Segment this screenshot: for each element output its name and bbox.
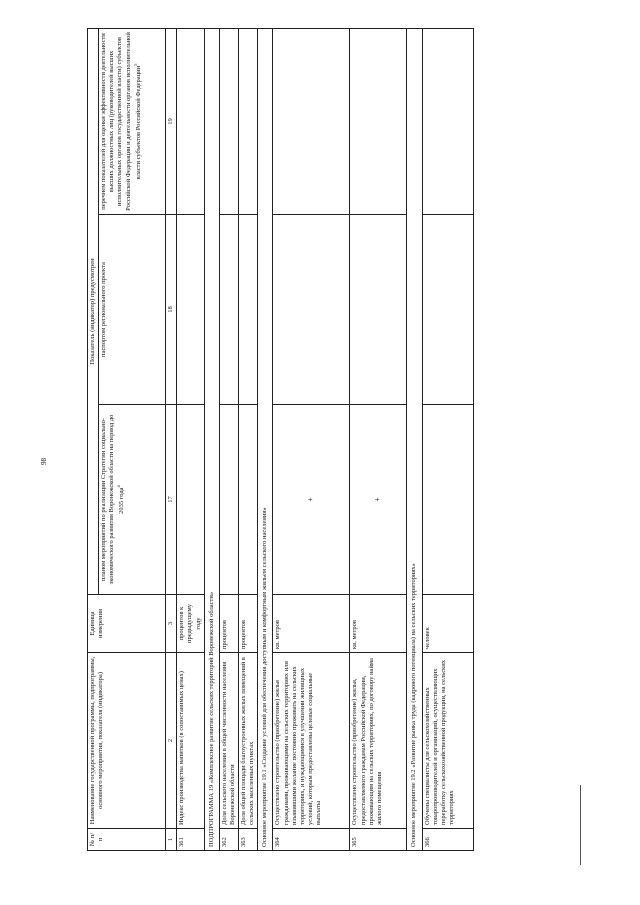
row-num: 365 [350,829,407,851]
table-row [239,29,258,851]
col-num-header: № п/п [88,829,166,851]
row-passport [177,215,204,405]
section-row [204,29,219,851]
row-plan [219,405,238,595]
col-plan-header: планом мероприятий по реализации Стратегии социально-экономического развития Воронежской области на период до 2035 года$^4$ [99,405,166,595]
row-list [422,29,473,215]
row-passport [239,215,258,405]
row-passport [273,215,350,405]
colnum: 19 [166,29,177,215]
row-list [350,29,407,215]
row-name: Индекс производства напитков (в сопоставимых ценах) [177,653,204,829]
row-plan [177,405,204,595]
section-row [258,29,273,851]
row-num: 362 [219,829,238,851]
row-num: 363 [239,829,258,851]
colnum: 2 [166,653,177,829]
row-unit: человек [422,595,473,653]
col-list-header: перечнем показателей для оценки эффективности деятельности высших должностных лиц (руководителей высших исполнительных органов государственной власти) субъектов Российской Федерации и деятельности органов исполнительной власти субъектов Российской Федерации$^5$ [99,29,166,215]
colnum: 1 [166,829,177,851]
row-passport [422,215,473,405]
col-unit-header: Единица измерения [88,595,166,653]
indicators-table [87,28,474,851]
row-list [239,29,258,215]
row-unit: процентов [219,595,238,653]
row-passport [219,215,238,405]
row-num: 366 [422,829,473,851]
table-row [219,29,238,851]
row-name: Доля сельского населения в общей численности населения Воронежской области [219,653,238,829]
colnum: 18 [166,215,177,405]
footnote-divider [580,785,581,865]
col-name-header: Наименование государственной программы, подпрограммы, основного мероприятия, показателя (индикатора) [88,653,166,829]
section-row [407,29,422,851]
main-activity-title: Основное мероприятие 19.1 «Создание условий для обеспечения доступным и комфортным жильем сельского населения» [258,29,273,851]
row-unit: кв. метров [273,595,350,653]
row-unit: кв. метров [350,595,407,653]
page-number: 98 [40,458,48,465]
colnum: 17 [166,405,177,595]
row-plan [422,405,473,595]
row-name: Обучены специалисты для сельскохозяйственных товаропроизводителей и организаций, осуществляющих переработку сельскохозяйственной продукции, на сельских территориях [422,653,473,829]
row-list [177,29,204,215]
row-name: Осуществлено строительство (приобретение) жилья гражданами, проживающими на сельских территориях или изъявившими желание постоянно проживать на сельских территориях, и нуждающимися в улучшении жилищных условий, которым предоставлены целевые социальные выплаты [273,653,350,829]
subprogram-title: ПОДПРОГРАММА 19 «Комплексное развитие сельских территорий Воронежской области» [204,29,219,851]
row-list [273,29,350,215]
table-row [350,29,407,851]
row-list [219,29,238,215]
row-unit: процентов [239,595,258,653]
row-name: Доля общей площади благоустроенных жилых помещений в сельских населенных пунктах [239,653,258,829]
row-num: 364 [273,829,350,851]
table-row [177,29,204,851]
header-row [88,29,99,851]
table-row [273,29,350,851]
col-passport-header: паспортом регионального проекта [99,215,166,405]
row-plan [239,405,258,595]
col-group-header: Показатель (индикатор) предусмотрен [88,29,99,595]
column-numbers-row [166,29,177,851]
row-plan: + [273,405,350,595]
row-unit: процентов к предыдущему году [177,595,204,653]
main-activity-title: Основное мероприятие 19.2 «Развитие рынка труда (кадрового потенциала) на сельских территориях» [407,29,422,851]
row-plan: + [350,405,407,595]
row-name: Осуществлено строительство (приобретение) жилья, предоставляемого гражданам Российской Федерации, проживающим на сельских территориях, по договору найма жилого помещения [350,653,407,829]
row-passport [350,215,407,405]
colnum: 3 [166,595,177,653]
row-num: 361 [177,829,204,851]
table-row [422,29,473,851]
